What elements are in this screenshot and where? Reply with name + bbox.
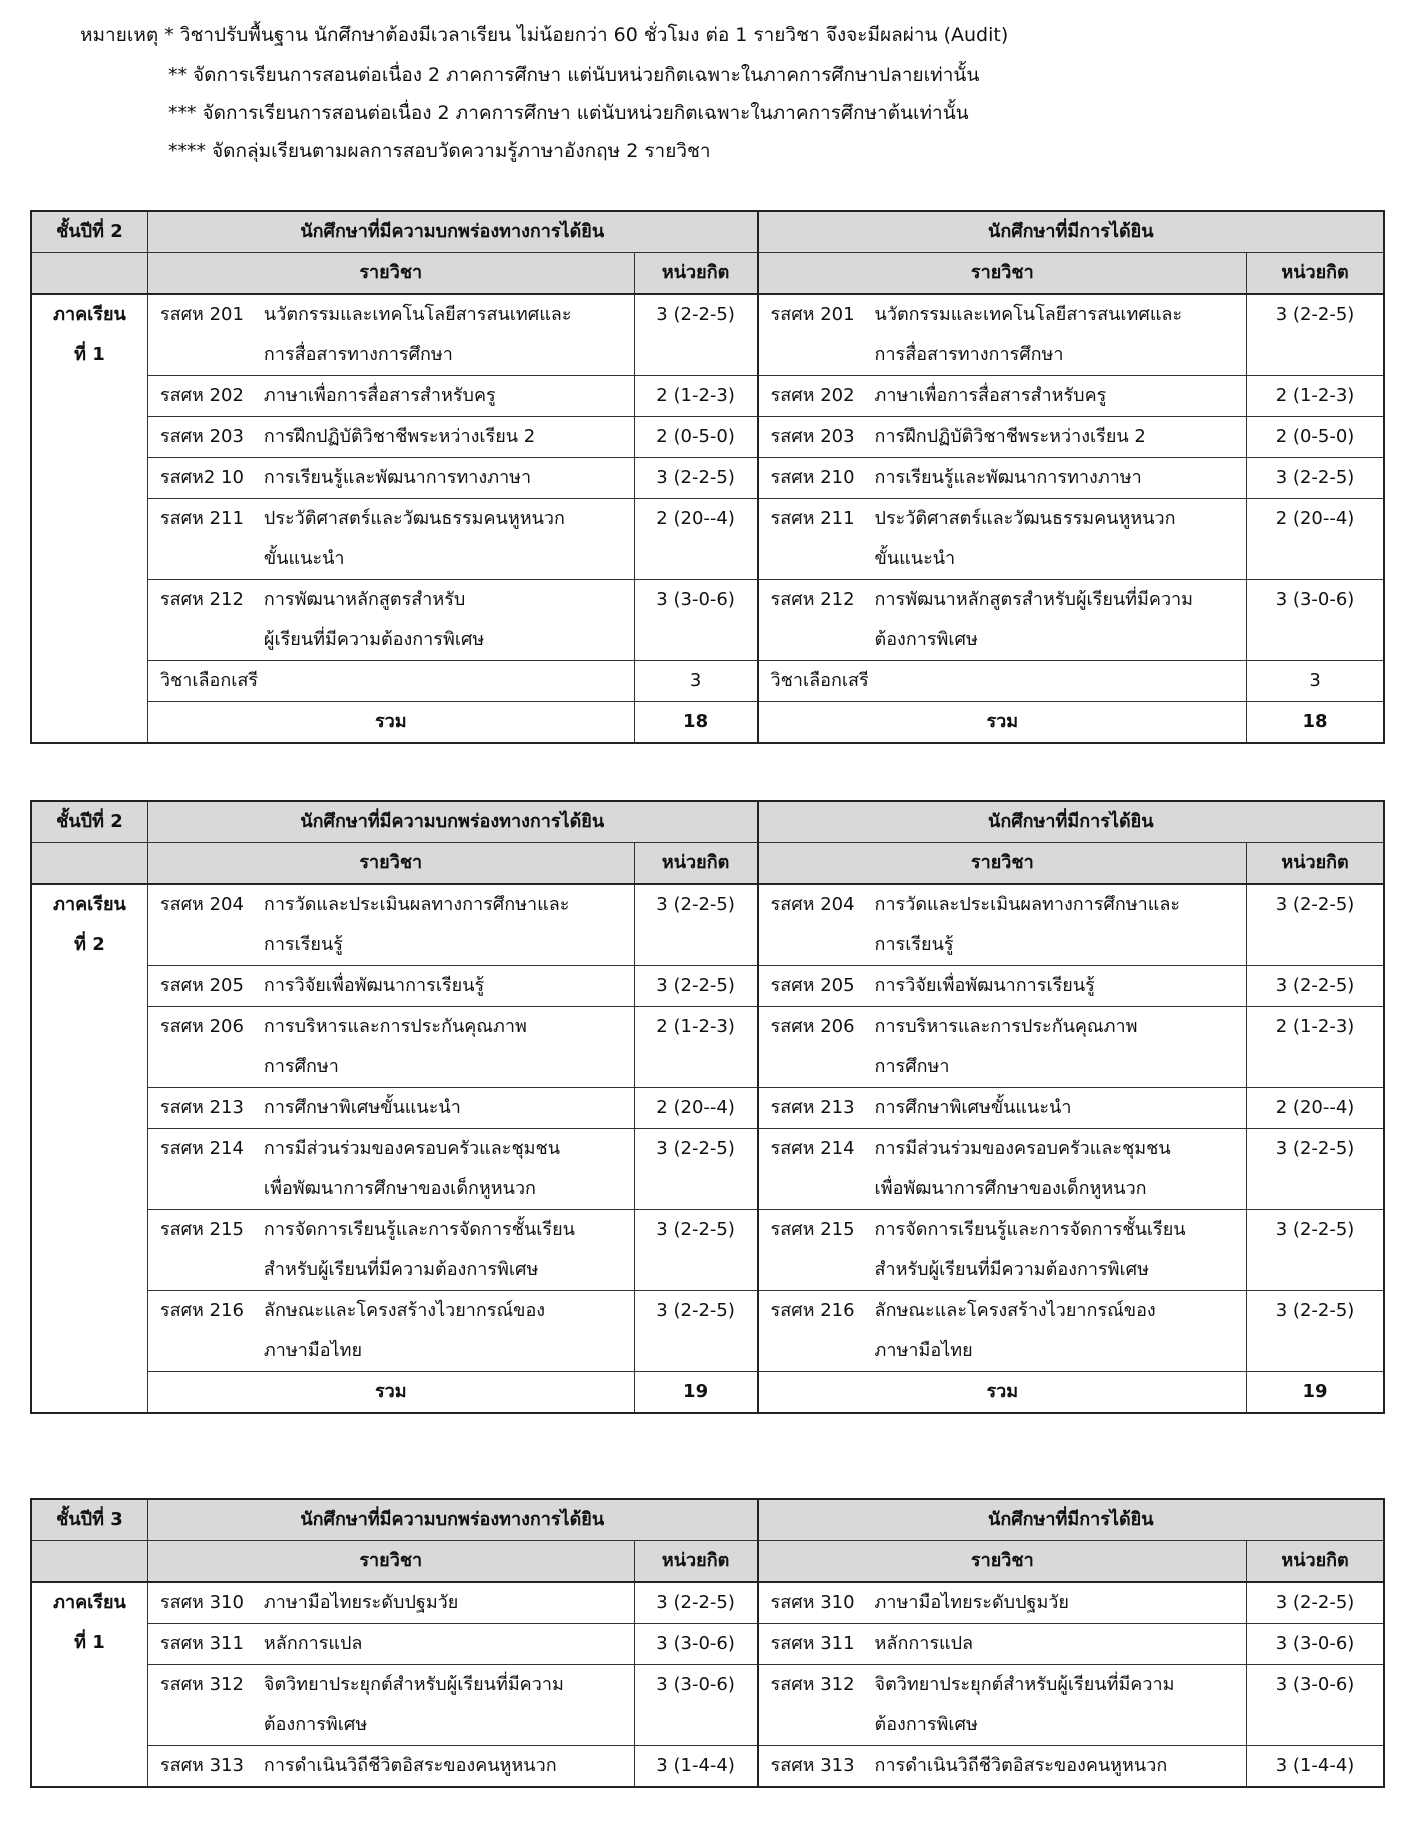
- course-name-line: ประวัติศาสตร์และวัฒนธรรมคนหูหนวก: [874, 508, 1176, 529]
- semester-line: ภาคเรียน: [53, 304, 126, 325]
- course-code: รสศห 312: [770, 1674, 855, 1695]
- course-code: รสศห 206: [159, 1016, 244, 1037]
- course-cell: [147, 966, 634, 1007]
- curriculum-table-year3-sem1: [30, 1498, 1385, 1788]
- course-cell: [147, 1665, 634, 1746]
- semester-label: [31, 294, 147, 743]
- course-code: รสศห 214: [159, 1138, 244, 1159]
- course-name-line: การดำเนินวิถีชีวิตอิสระของคนหูหนวก: [263, 1755, 557, 1776]
- course-name-line: การจัดการเรียนรู้และการจัดการชั้นเรียน: [263, 1219, 575, 1240]
- total-row: [31, 1372, 1384, 1414]
- note-line: ** จัดการเรียนการสอนต่อเนื่อง 2 ภาคการศึกษา แต่นับหน่วยกิตเฉพาะในภาคการศึกษาปลายเท่านั้น: [168, 64, 980, 86]
- curriculum-table-year2-sem1: [30, 210, 1385, 744]
- credit-column-header: หน่วยกิต: [1247, 843, 1384, 885]
- course-name: [264, 580, 484, 660]
- course-name-line: การมีส่วนร่วมของครอบครัวและชุมชน: [263, 1138, 561, 1159]
- credit-cell: 2 (1-2-3): [634, 376, 757, 417]
- credit-cell: 3 (2-2-5): [1247, 1582, 1384, 1624]
- course-cell: [147, 1291, 634, 1372]
- course-cell: [147, 1210, 634, 1291]
- course-name-line: การศึกษาพิเศษขั้นแนะนำ: [874, 1097, 1072, 1118]
- course-name-line: การมีส่วนร่วมของครอบครัวและชุมชน: [874, 1138, 1171, 1159]
- credit-cell: 3 (2-2-5): [1247, 966, 1384, 1007]
- course-name: [264, 458, 531, 498]
- course-name-line: การพัฒนาหลักสูตรสำหรับ: [263, 589, 466, 610]
- course-cell: [147, 376, 634, 417]
- credit-cell: 3: [1247, 661, 1384, 702]
- credit-cell: 3 (3-0-6): [1247, 1665, 1384, 1746]
- course-name-line: ภาษามือไทย: [874, 1340, 973, 1361]
- year-filler: [31, 253, 147, 295]
- course-name: [264, 1210, 575, 1290]
- elective-label: วิชาเลือกเสรี: [147, 661, 634, 702]
- course-name-line: การดำเนินวิถีชีวิตอิสระของคนหูหนวก: [874, 1755, 1168, 1776]
- table-row: [31, 417, 1384, 458]
- course-code: รสศห 204: [770, 894, 855, 915]
- table-row: [31, 499, 1384, 580]
- course-code: รสศห 213: [159, 1097, 244, 1118]
- credit-cell: 3 (2-2-5): [634, 458, 757, 499]
- total-label: รวม: [758, 1372, 1247, 1414]
- course-name: [875, 885, 1180, 965]
- group-header-hearing-impaired: นักศึกษาที่มีความบกพร่องทางการได้ยิน: [147, 211, 757, 253]
- course-name-line: การศึกษา: [874, 1056, 950, 1077]
- year-label: ชั้นปีที่ 3: [31, 1499, 147, 1541]
- course-cell: [758, 458, 1247, 499]
- credit-cell: 2 (20--4): [634, 1088, 757, 1129]
- course-name-line: ภาษามือไทยระดับปฐมวัย: [263, 1592, 459, 1613]
- course-cell: [147, 884, 634, 966]
- course-name-line: ขั้นแนะนำ: [874, 548, 956, 569]
- course-name: [264, 1007, 527, 1087]
- table-row: [31, 1129, 1384, 1210]
- course-name: [875, 295, 1183, 375]
- course-name: [875, 1129, 1171, 1209]
- course-code: รสศห 215: [159, 1219, 244, 1240]
- course-name-line: การสื่อสารทางการศึกษา: [874, 344, 1064, 365]
- course-name-line: ภาษามือไทย: [263, 1340, 363, 1361]
- course-name-line: การวิจัยเพื่อพัฒนาการเรียนรู้: [874, 975, 1095, 996]
- table-row: [31, 294, 1384, 376]
- course-cell: [758, 580, 1247, 661]
- course-code: รสศห 205: [159, 975, 244, 996]
- credit-cell: 2 (1-2-3): [1247, 376, 1384, 417]
- semester-line: ภาคเรียน: [53, 1592, 126, 1613]
- course-name-line: จิตวิทยาประยุกต์สำหรับผู้เรียนที่มีความ: [263, 1674, 564, 1695]
- semester-line: ที่ 1: [74, 1632, 105, 1653]
- table-row: [31, 1624, 1384, 1665]
- semester-label: [31, 1582, 147, 1787]
- course-cell: [147, 1088, 634, 1129]
- course-cell: [758, 1007, 1247, 1088]
- table-row: [31, 1210, 1384, 1291]
- course-cell: [758, 376, 1247, 417]
- elective-label: วิชาเลือกเสรี: [758, 661, 1247, 702]
- course-name: [875, 376, 1107, 416]
- course-column-header: รายวิชา: [147, 253, 634, 295]
- credit-cell: 3 (2-2-5): [1247, 294, 1384, 376]
- note-line: *** จัดการเรียนการสอนต่อเนื่อง 2 ภาคการศึกษา แต่นับหน่วยกิตเฉพาะในภาคการศึกษาต้นเท่านั้น: [168, 102, 969, 124]
- course-code: รสศห 201: [159, 304, 244, 325]
- year-label: ชั้นปีที่ 2: [31, 801, 147, 843]
- course-code: รสศห 204: [159, 894, 244, 915]
- course-code: รสศห 211: [770, 508, 855, 529]
- credit-column-header: หน่วยกิต: [634, 253, 757, 295]
- table-row: [31, 1665, 1384, 1746]
- group-header-hearing: นักศึกษาที่มีการได้ยิน: [758, 1499, 1384, 1541]
- course-name-line: การศึกษา: [263, 1056, 339, 1077]
- course-name: [264, 885, 569, 965]
- total-credit: 19: [634, 1372, 757, 1414]
- course-name: [875, 1088, 1072, 1128]
- total-credit: 18: [1247, 702, 1384, 744]
- course-name: [264, 499, 565, 579]
- semester-line: ที่ 1: [74, 344, 105, 365]
- course-code: รสศห 211: [159, 508, 244, 529]
- total-credit: 19: [1247, 1372, 1384, 1414]
- group-header-hearing: นักศึกษาที่มีการได้ยิน: [758, 801, 1384, 843]
- course-code: รสศห 202: [770, 385, 855, 406]
- course-cell: [147, 1007, 634, 1088]
- course-code: รสศห 203: [159, 426, 244, 447]
- course-name: [875, 1210, 1186, 1290]
- course-cell: [147, 1129, 634, 1210]
- course-name-line: การจัดการเรียนรู้และการจัดการชั้นเรียน: [874, 1219, 1186, 1240]
- course-cell: [758, 1129, 1247, 1210]
- course-cell: [147, 1746, 634, 1788]
- total-credit: 18: [634, 702, 757, 744]
- course-cell: [147, 294, 634, 376]
- credit-cell: 3 (2-2-5): [634, 1210, 757, 1291]
- credit-cell: 2 (0-5-0): [1247, 417, 1384, 458]
- credit-cell: 3 (2-2-5): [634, 1129, 757, 1210]
- semester-label: [31, 884, 147, 1413]
- course-cell: [758, 1210, 1247, 1291]
- course-cell: [758, 1746, 1247, 1788]
- credit-cell: 3 (2-2-5): [634, 1582, 757, 1624]
- course-cell: [758, 1291, 1247, 1372]
- course-name: [875, 417, 1146, 457]
- course-name: [264, 1291, 545, 1371]
- credit-cell: 2 (1-2-3): [1247, 1007, 1384, 1088]
- header-row: [31, 1499, 1384, 1541]
- year-label: ชั้นปีที่ 2: [31, 211, 147, 253]
- course-name: [264, 1129, 560, 1209]
- course-name: [875, 1291, 1156, 1371]
- course-cell: [758, 417, 1247, 458]
- course-code: รสศห 313: [159, 1755, 244, 1776]
- table-row: [31, 1007, 1384, 1088]
- credit-column-header: หน่วยกิต: [634, 1541, 757, 1583]
- year-filler: [31, 1541, 147, 1583]
- course-cell: [758, 1624, 1247, 1665]
- note-line: หมายเหตุ * วิชาปรับพื้นฐาน นักศึกษาต้องมีเวลาเรียน ไม่น้อยกว่า 60 ชั่วโมง ต่อ 1 รายวิชา จึงจะมีผลผ่าน (Audit): [80, 24, 1009, 46]
- credit-cell: 3 (2-2-5): [634, 294, 757, 376]
- subheader-row: [31, 253, 1384, 295]
- credit-cell: 3 (3-0-6): [634, 580, 757, 661]
- semester-line: ที่ 2: [74, 934, 105, 955]
- course-name: [264, 1624, 363, 1664]
- course-column-header: รายวิชา: [147, 843, 634, 885]
- credit-cell: 3 (2-2-5): [1247, 1291, 1384, 1372]
- credit-cell: 2 (20--4): [634, 499, 757, 580]
- table-row: [31, 966, 1384, 1007]
- credit-cell: 3 (2-2-5): [634, 966, 757, 1007]
- course-column-header: รายวิชา: [147, 1541, 634, 1583]
- course-name: [875, 499, 1176, 579]
- course-name-line: นวัตกรรมและเทคโนโลยีสารสนเทศและ: [263, 304, 572, 325]
- course-code: รสศห 212: [770, 589, 855, 610]
- course-cell: [758, 499, 1247, 580]
- table-row: [31, 580, 1384, 661]
- course-column-header: รายวิชา: [758, 843, 1247, 885]
- course-name-line: เพื่อพัฒนาการศึกษาของเด็กหูหนวก: [263, 1178, 536, 1199]
- course-name-line: ผู้เรียนที่มีความต้องการพิเศษ: [263, 629, 485, 650]
- group-header-hearing: นักศึกษาที่มีการได้ยิน: [758, 211, 1384, 253]
- credit-cell: 3 (2-2-5): [1247, 1129, 1384, 1210]
- header-row: [31, 211, 1384, 253]
- course-name-line: สำหรับผู้เรียนที่มีความต้องการพิเศษ: [874, 1259, 1149, 1280]
- course-code: รสศห 203: [770, 426, 855, 447]
- course-code: รสศห 215: [770, 1219, 855, 1240]
- group-header-hearing-impaired: นักศึกษาที่มีความบกพร่องทางการได้ยิน: [147, 801, 757, 843]
- course-name-line: จิตวิทยาประยุกต์สำหรับผู้เรียนที่มีความ: [874, 1674, 1175, 1695]
- course-name-line: การสื่อสารทางการศึกษา: [263, 344, 453, 365]
- semester-line: ภาคเรียน: [53, 894, 126, 915]
- elective-row: [31, 661, 1384, 702]
- course-cell: [758, 966, 1247, 1007]
- credit-cell: 2 (20--4): [1247, 1088, 1384, 1129]
- course-name-line: หลักการแปล: [263, 1633, 363, 1654]
- course-name: [264, 1583, 458, 1623]
- credit-cell: 2 (0-5-0): [634, 417, 757, 458]
- course-code: รสศห 216: [159, 1300, 244, 1321]
- course-name-line: การศึกษาพิเศษขั้นแนะนำ: [263, 1097, 461, 1118]
- total-label: รวม: [147, 702, 634, 744]
- course-column-header: รายวิชา: [758, 253, 1247, 295]
- course-name-line: ลักษณะและโครงสร้างไวยากรณ์ของ: [263, 1300, 546, 1321]
- course-name-line: หลักการแปล: [874, 1633, 974, 1654]
- total-row: [31, 702, 1384, 744]
- credit-cell: 3 (2-2-5): [1247, 458, 1384, 499]
- credit-cell: 3 (1-4-4): [1247, 1746, 1384, 1788]
- credit-column-header: หน่วยกิต: [1247, 1541, 1384, 1583]
- credit-cell: 3: [634, 661, 757, 702]
- course-name-line: การเรียนรู้และพัฒนาการทางภาษา: [263, 467, 532, 488]
- subheader-row: [31, 843, 1384, 885]
- curriculum-table: [30, 800, 1385, 1414]
- credit-cell: 3 (3-0-6): [1247, 1624, 1384, 1665]
- course-code: รสศห 311: [770, 1633, 855, 1654]
- curriculum-table: [30, 1498, 1385, 1788]
- table-row: [31, 884, 1384, 966]
- course-name-line: การเรียนรู้: [263, 934, 343, 955]
- course-cell: [147, 1624, 634, 1665]
- course-code: รสศห 201: [770, 304, 855, 325]
- table-row: [31, 1088, 1384, 1129]
- course-code: รสศห 311: [159, 1633, 244, 1654]
- total-label: รวม: [758, 702, 1247, 744]
- course-name-line: การฝึกปฏิบัติวิชาชีพระหว่างเรียน 2: [263, 426, 536, 447]
- course-cell: [147, 458, 634, 499]
- course-name: [264, 1746, 557, 1786]
- table-row: [31, 1746, 1384, 1788]
- course-code: รสศห2 10: [159, 467, 244, 488]
- course-name-line: ต้องการพิเศษ: [874, 629, 978, 650]
- course-column-header: รายวิชา: [758, 1541, 1247, 1583]
- course-code: รสศห 310: [159, 1592, 244, 1613]
- course-cell: [147, 499, 634, 580]
- curriculum-table: [30, 210, 1385, 744]
- course-code: รสศห 206: [770, 1016, 855, 1037]
- course-name-line: สำหรับผู้เรียนที่มีความต้องการพิเศษ: [263, 1259, 539, 1280]
- table-row: [31, 1291, 1384, 1372]
- course-name-line: การเรียนรู้และพัฒนาการทางภาษา: [874, 467, 1142, 488]
- course-name-line: ขั้นแนะนำ: [263, 548, 345, 569]
- course-name: [264, 966, 484, 1006]
- course-name: [875, 1665, 1175, 1745]
- course-code: รสศห 205: [770, 975, 855, 996]
- course-name: [875, 1583, 1069, 1623]
- course-name-line: ภาษาเพื่อการสื่อสารสำหรับครู: [874, 385, 1107, 406]
- course-cell: [147, 417, 634, 458]
- course-code: รสศห 202: [159, 385, 244, 406]
- course-name-line: ลักษณะและโครงสร้างไวยากรณ์ของ: [874, 1300, 1156, 1321]
- course-cell: [758, 884, 1247, 966]
- credit-cell: 3 (3-0-6): [1247, 580, 1384, 661]
- course-code: รสศห 310: [770, 1592, 855, 1613]
- course-name: [875, 966, 1095, 1006]
- course-name-line: การวิจัยเพื่อพัฒนาการเรียนรู้: [263, 975, 485, 996]
- total-label: รวม: [147, 1372, 634, 1414]
- table-row: [31, 458, 1384, 499]
- course-name-line: การวัดและประเมินผลทางการศึกษาและ: [874, 894, 1181, 915]
- course-name-line: เพื่อพัฒนาการศึกษาของเด็กหูหนวก: [874, 1178, 1147, 1199]
- curriculum-table-year2-sem2: [30, 800, 1385, 1414]
- course-name-line: การวัดและประเมินผลทางการศึกษาและ: [263, 894, 570, 915]
- credit-cell: 3 (1-4-4): [634, 1746, 757, 1788]
- credit-cell: 3 (2-2-5): [634, 1291, 757, 1372]
- course-name: [875, 458, 1142, 498]
- course-name-line: การบริหารและการประกันคุณภาพ: [874, 1016, 1138, 1037]
- course-name: [264, 295, 572, 375]
- course-name-line: การเรียนรู้: [874, 934, 954, 955]
- credit-cell: 3 (3-0-6): [634, 1665, 757, 1746]
- credit-cell: 3 (3-0-6): [634, 1624, 757, 1665]
- course-code: รสศห 216: [770, 1300, 855, 1321]
- credit-cell: 2 (1-2-3): [634, 1007, 757, 1088]
- course-cell: [758, 294, 1247, 376]
- course-name: [264, 417, 535, 457]
- header-row: [31, 801, 1384, 843]
- table-row: [31, 376, 1384, 417]
- course-code: รสศห 210: [770, 467, 855, 488]
- course-cell: [758, 1665, 1247, 1746]
- course-name-line: ต้องการพิเศษ: [263, 1714, 368, 1735]
- credit-column-header: หน่วยกิต: [634, 843, 757, 885]
- course-cell: [147, 580, 634, 661]
- course-name-line: การฝึกปฏิบัติวิชาชีพระหว่างเรียน 2: [874, 426, 1146, 447]
- course-code: รสศห 214: [770, 1138, 855, 1159]
- course-name-line: นวัตกรรมและเทคโนโลยีสารสนเทศและ: [874, 304, 1183, 325]
- course-code: รสศห 312: [159, 1674, 244, 1695]
- course-name-line: ต้องการพิเศษ: [874, 1714, 978, 1735]
- course-name-line: การบริหารและการประกันคุณภาพ: [263, 1016, 527, 1037]
- course-name: [264, 376, 496, 416]
- course-name: [264, 1088, 461, 1128]
- credit-cell: 3 (2-2-5): [1247, 884, 1384, 966]
- course-name-line: ประวัติศาสตร์และวัฒนธรรมคนหูหนวก: [263, 508, 565, 529]
- course-name: [875, 580, 1193, 660]
- course-name: [875, 1624, 974, 1664]
- credit-cell: 3 (2-2-5): [1247, 1210, 1384, 1291]
- credit-column-header: หน่วยกิต: [1247, 253, 1384, 295]
- course-name-line: ภาษาเพื่อการสื่อสารสำหรับครู: [263, 385, 496, 406]
- group-header-hearing-impaired: นักศึกษาที่มีความบกพร่องทางการได้ยิน: [147, 1499, 757, 1541]
- course-cell: [758, 1582, 1247, 1624]
- course-code: รสศห 313: [770, 1755, 855, 1776]
- table-row: [31, 1582, 1384, 1624]
- note-line: **** จัดกลุ่มเรียนตามผลการสอบวัดความรู้ภาษาอังกฤษ 2 รายวิชา: [168, 140, 711, 162]
- course-name: [875, 1007, 1138, 1087]
- course-code: รสศห 212: [159, 589, 244, 610]
- course-name: [875, 1746, 1168, 1786]
- course-name-line: การพัฒนาหลักสูตรสำหรับผู้เรียนที่มีความ: [874, 589, 1194, 610]
- subheader-row: [31, 1541, 1384, 1583]
- course-code: รสศห 213: [770, 1097, 855, 1118]
- course-cell: [758, 1088, 1247, 1129]
- year-filler: [31, 843, 147, 885]
- course-name-line: ภาษามือไทยระดับปฐมวัย: [874, 1592, 1069, 1613]
- credit-cell: 3 (2-2-5): [634, 884, 757, 966]
- course-cell: [147, 1582, 634, 1624]
- credit-cell: 2 (20--4): [1247, 499, 1384, 580]
- course-name: [264, 1665, 564, 1745]
